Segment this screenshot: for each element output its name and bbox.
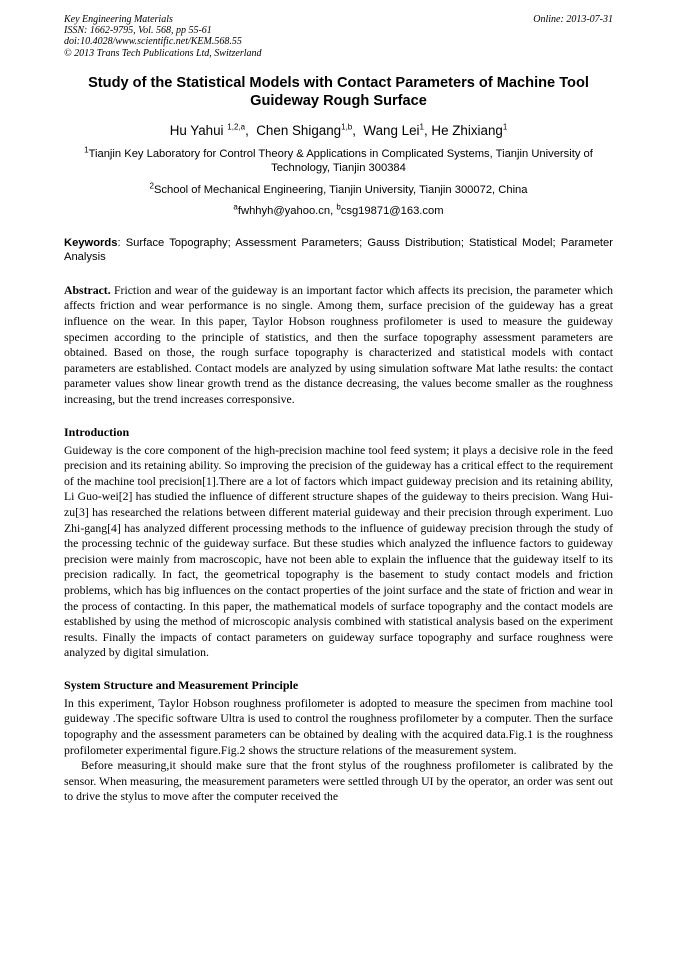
- abstract: [64, 283, 613, 408]
- author-name: Chen Shigang: [256, 122, 342, 138]
- abstract-label: Abstract.: [64, 283, 111, 297]
- keywords-label: Keywords: [64, 236, 118, 249]
- author-sup: 1: [502, 122, 508, 132]
- affiliation-1: [64, 147, 613, 175]
- paper-title: [64, 74, 613, 110]
- section-heading-introduction: Introduction: [64, 424, 130, 439]
- title-line-2: Guideway Rough Surface: [250, 92, 427, 109]
- email-a: fwhhyh@yahoo.cn,: [237, 204, 337, 217]
- journal-header: [64, 14, 613, 59]
- online-date: Online: 2013-07-31: [533, 14, 613, 25]
- author-list: Hu Yahui $^{1,2,a}$, Chen Shigang$^{1,b}$, Wang Lei$^1$, He Zhixiang$^1$: [169, 122, 508, 138]
- author-sup: 1,2,a: [227, 122, 246, 132]
- email-sup: a: [233, 202, 238, 212]
- author-sup: 1: [419, 122, 424, 132]
- email-sup: b: [336, 202, 341, 212]
- affiliation-sup: 1: [84, 145, 89, 155]
- system-paragraph-2: Before measuring,it should make sure that the front stylus of the roughness profilometer is calibrated by the sensor. When measuring, the measurement parameters were settled through UI by the operator, an order was sent out to drive the stylus to move after the computer received the: [64, 759, 613, 804]
- affiliation-text: School of Mechanical Engineering, Tianjin University, Tianjin 300072, China: [153, 183, 528, 196]
- affiliation-2: [64, 183, 613, 197]
- affiliation-sup: 2: [149, 181, 154, 191]
- author-name: Wang Lei: [363, 122, 420, 138]
- affiliation-text: Tianjin Key Laboratory for Control Theory & Applications in Complicated Systems, Tianjin University of Technology, Tianjin 300384: [88, 147, 593, 174]
- author-name: He Zhixiang: [431, 122, 503, 138]
- title-line-1: Study of the Statistical Models with Contact Parameters of Machine Tool: [88, 74, 589, 91]
- journal-issn: ISSN: 1662-9795, Vol. 568, pp 55-61: [64, 25, 212, 37]
- keywords-text: : Surface Topography; Assessment Parameters; Gauss Distribution; Statistical Model; Parameter Analysis: [64, 236, 613, 263]
- author-name: Hu Yahui: [169, 122, 224, 138]
- introduction-paragraph: Guideway is the core component of the high-precision machine tool feed system; it plays a decisive role in the feed precision and its retaining ability. So improving the precision of the guideway has a critical effect to the requirement of the machine tool precision[1].There are a lot of factors which impact guideway precision and its retaining ability, Li Guo-wei[2] has studied the influence of different structure shapes of the guideway to theirs precision. Wang Hui-zu[3] has researched the relations between different material guideway and their precision through experiment. Luo Zhi-gang[4] has analyzed different processing methods to the influence of guideway precision through the study of the processing technic of the guideway surface. But these studies which analyzed the influence factors to guideway precision were mainly from macroscopic, have not been able to explain the influence that the guideway itself to its precision radically. In fact, the geometrical topography is the basement to study contact models and friction problems, which has big influences on the contact properties of the joint surface and the state of friction and wear in the process of contacting. In this paper, the mathematical models of surface topography and the contact models are established by using the method of microscopic analysis combined with statistical analysis based on the experiment results. Finally the impacts of contact parameters on guideway surface topography and surface roughness were analyzed by digital simulation.: [64, 443, 613, 660]
- system-paragraph-1: In this experiment, Taylor Hobson roughness profilometer is adopted to measure the specimen from machine tool guideway .The specific software Ultra is used to control the roughness profilometer by a computer. Then the surface topography and the assessment parameters can be obtained by dealing with the acquired data.Fig.1 is the roughness profilometer experimental figure.Fig.2 shows the structure relations of the measurement system.: [64, 696, 613, 757]
- section-heading-system: System Structure and Measurement Principle: [64, 677, 299, 692]
- author-emails: [64, 204, 613, 218]
- abstract-text: Friction and wear of the guideway is an important factor which affects its precision, the parameter which affects friction and wear performance is no single. Among them, surface precision of the guideway has a great influence on the wear. In this paper, Taylor Hobson roughness profilometer is used to measure the guideway specimen according to the principle of statistics, and then the surface topography assessment parameters are obtained. Based on those, the rough surface topography is characterized and statistical models with contact parameters are established. Contact models are analyzed by using simulation software Mat lathe results: the contact parameter values show linear growth trend as the distance decreasing, the values become smaller as the roughness increasing, but the trend increases corresponsive.: [64, 283, 613, 406]
- author-sup: 1,b: [341, 122, 353, 132]
- journal-copyright: © 2013 Trans Tech Publications Ltd, Switzerland: [64, 47, 262, 59]
- email-b: csg19871@163.com: [340, 204, 444, 217]
- journal-doi: doi:10.4028/www.scientific.net/KEM.568.55: [64, 36, 242, 48]
- keywords: [64, 236, 613, 264]
- paper-page: [64, 14, 613, 805]
- journal-name: Key Engineering Materials: [64, 14, 173, 25]
